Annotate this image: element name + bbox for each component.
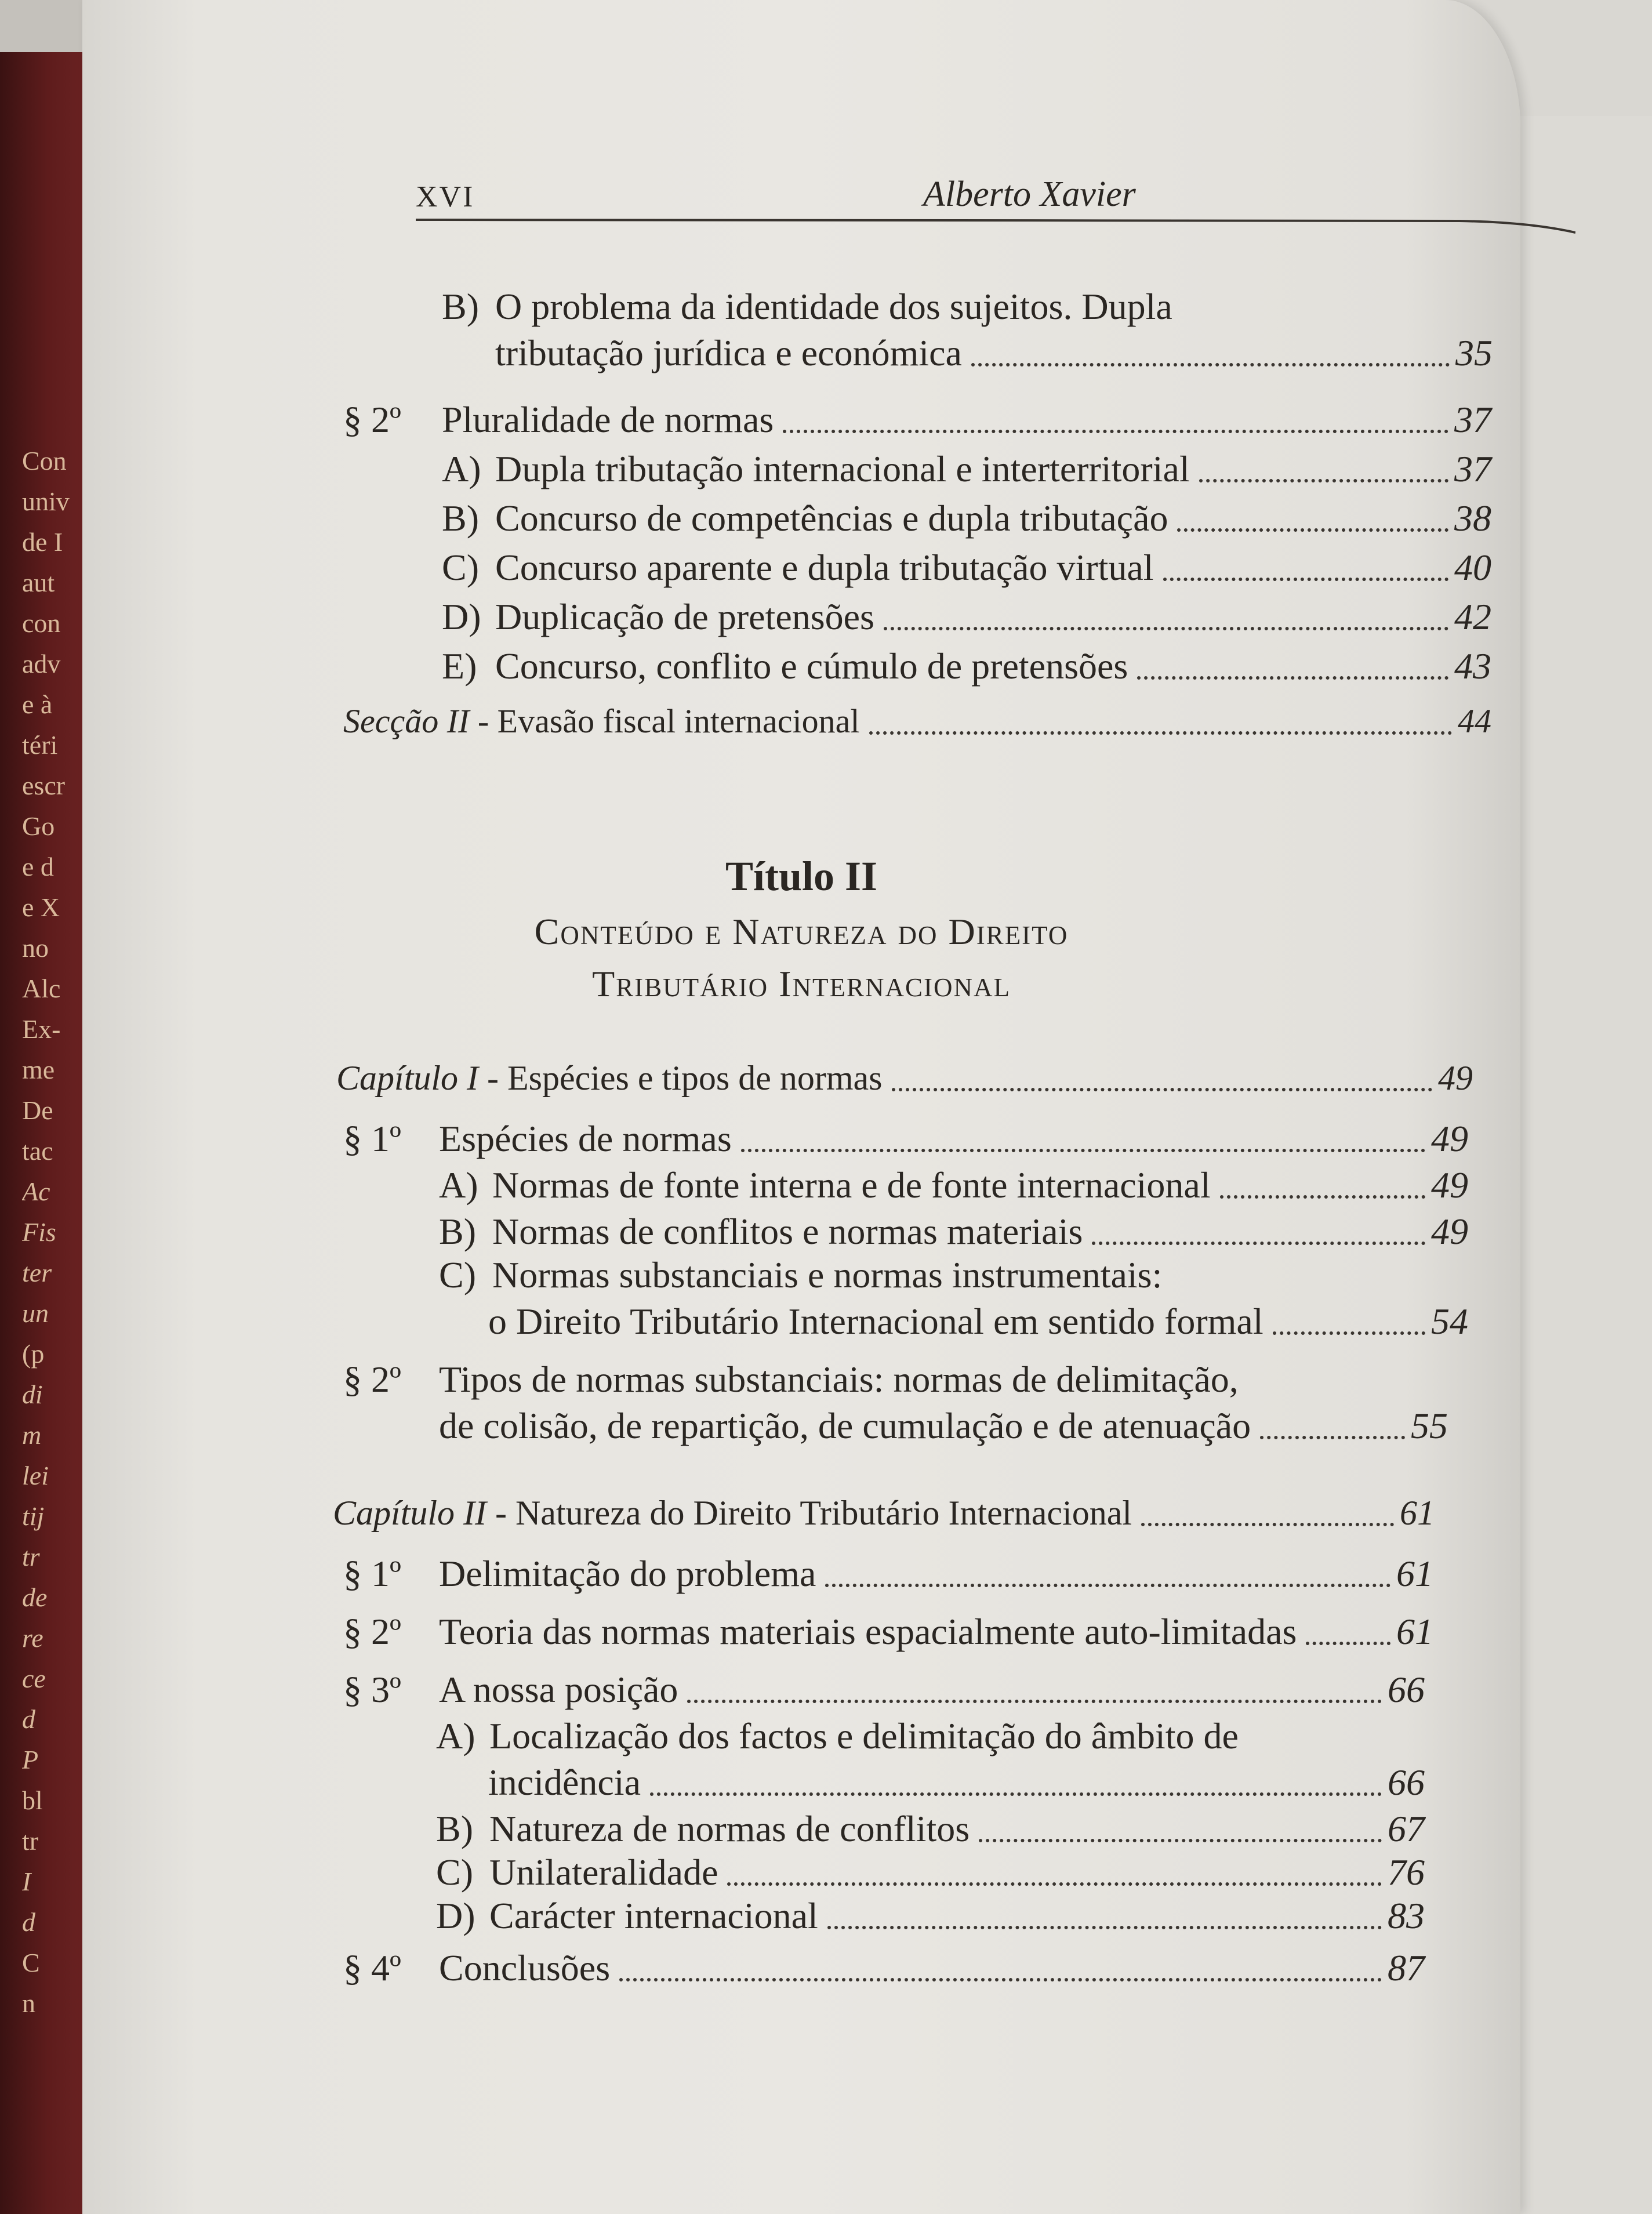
entry-text: Dupla tributação internacional e interterritorial: [495, 448, 1190, 489]
toc-entry: [343, 1551, 1433, 1596]
cover-text-line: téri: [22, 730, 58, 760]
cover-edge-text: [22, 441, 86, 2024]
entry-text: Localização dos factos e delimitação do âmbito de: [489, 1715, 1239, 1756]
toc-entry: [442, 545, 1491, 590]
chapter-entry: [333, 1490, 1435, 1536]
cover-text-line: bl: [22, 1785, 43, 1815]
cover-text-line: lei: [22, 1461, 49, 1490]
page-ref: 40: [1454, 547, 1491, 588]
cover-text-line: Ex-: [22, 1014, 61, 1044]
entry-text: O problema da identidade dos sujeitos. Dupla: [495, 286, 1172, 327]
title-heading: Título II: [725, 853, 878, 899]
entry-text: incidência: [488, 1762, 641, 1803]
section-mark: § 3º: [343, 1669, 401, 1710]
toc-entry: [439, 1209, 1468, 1254]
section-mark: § 4º: [343, 1947, 401, 1988]
page-ref: 42: [1454, 596, 1491, 637]
cover-text-line: tr: [22, 1542, 40, 1571]
toc-entry: [439, 1403, 1448, 1449]
leader-dots: [727, 1882, 1382, 1886]
entry-text: o Direito Tributário Internacional em sentido formal: [488, 1301, 1263, 1342]
toc-entry: [436, 1893, 1425, 1939]
leader-dots: [650, 1792, 1382, 1796]
toc-entry: [343, 1116, 1468, 1162]
cover-text-line: de I: [22, 527, 63, 557]
toc-entry: [436, 1806, 1425, 1852]
cover-text-line: ter: [22, 1258, 52, 1287]
background-surface: [0, 0, 87, 52]
leader-dots: [1199, 479, 1448, 482]
entry-text: Teoria das normas materiais espacialmente auto-limitadas: [439, 1611, 1297, 1652]
cover-text-line: con: [22, 608, 61, 638]
entry-text: Duplicação de pretensões: [495, 596, 874, 637]
leader-dots: [1163, 578, 1448, 581]
entry-label: D): [442, 596, 481, 637]
cover-text-line: tr: [22, 1826, 39, 1856]
cover-text-line: P: [22, 1745, 39, 1774]
page-ref: 49: [1431, 1164, 1468, 1206]
cover-text-line: e d: [22, 852, 54, 881]
toc-entry: [343, 397, 1491, 442]
page-number: XVI: [416, 180, 475, 213]
entry-text: de colisão, de repartição, de cumulação e de atenuação: [439, 1405, 1251, 1446]
cover-text-line: no: [22, 933, 49, 963]
entry-text: Pluralidade de normas: [442, 399, 774, 440]
page-ref: 44: [1458, 702, 1491, 740]
leader-dots: [971, 363, 1450, 366]
entry-text: A nossa posição: [439, 1669, 678, 1710]
entry-label: A): [439, 1164, 478, 1206]
cover-text-line: un: [22, 1298, 49, 1328]
page-ref: 37: [1454, 448, 1491, 489]
leader-dots: [1306, 1642, 1390, 1645]
leader-dots: [892, 1088, 1433, 1091]
page-ref: 43: [1454, 645, 1491, 687]
section-name: Secção II: [343, 702, 470, 740]
entry-label: A): [436, 1715, 475, 1756]
leader-dots: [1273, 1331, 1425, 1335]
cover-text-line: di: [22, 1380, 43, 1409]
cover-text-line: d: [22, 1907, 35, 1937]
title-line: Conteúdo e Natureza do Direito: [534, 911, 1069, 952]
cover-text-line: I: [22, 1867, 31, 1896]
cover-text-line: univ: [22, 487, 70, 516]
page-ref: 83: [1388, 1895, 1425, 1936]
section-mark: § 2º: [343, 1611, 401, 1652]
entry-text: Carácter internacional: [489, 1895, 818, 1936]
toc-entry: [442, 644, 1491, 689]
cover-text-line: (p: [22, 1339, 45, 1369]
leader-dots: [869, 731, 1452, 735]
leader-dots: [783, 430, 1448, 433]
entry-label: E): [442, 645, 477, 687]
toc-entry: [343, 1667, 1425, 1712]
section-mark: § 2º: [343, 1359, 401, 1400]
cover-text-line: de: [22, 1583, 48, 1612]
page-ref: 87: [1388, 1947, 1425, 1988]
entry-text: Concurso de competências e dupla tributação: [495, 498, 1168, 539]
cover-text-line: Alc: [22, 974, 61, 1003]
cover-text-line: aut: [22, 568, 55, 597]
cover-text-line: escr: [22, 771, 66, 800]
cover-text-line: Go: [22, 811, 55, 841]
toc-entry: [442, 447, 1491, 492]
page-ref: 49: [1438, 1059, 1473, 1097]
leader-dots: [1141, 1523, 1394, 1526]
leader-dots: [827, 1926, 1382, 1929]
page-ref: 54: [1431, 1301, 1468, 1342]
book-page: [82, 0, 1520, 2214]
entry-text: - Natureza do Direito Tributário Internacional: [495, 1494, 1132, 1532]
cover-text-line: d: [22, 1704, 35, 1734]
entry-text: Normas de conflitos e normas materiais: [492, 1211, 1083, 1252]
page-ref: 35: [1455, 332, 1493, 373]
page-ref: 37: [1454, 399, 1491, 440]
cover-text-line: n: [22, 1988, 35, 2018]
page-ref: 49: [1431, 1211, 1468, 1252]
entry-label: C): [442, 547, 479, 588]
entry-label: A): [442, 448, 481, 489]
cover-text-line: ce: [22, 1664, 46, 1693]
entry-text: Concurso aparente e dupla tributação virtual: [495, 547, 1154, 588]
cover-text-line: adv: [22, 649, 61, 678]
leader-dots: [1137, 676, 1448, 680]
running-head-author: Alberto Xavier: [923, 175, 1136, 214]
toc-entry: [442, 284, 1428, 329]
entry-label: C): [439, 1254, 476, 1295]
title-line: Tributário Internacional: [592, 963, 1011, 1004]
section-mark: § 1º: [343, 1118, 401, 1159]
leader-dots: [741, 1149, 1425, 1152]
back-page: [1519, 116, 1652, 2214]
entry-text: Conclusões: [439, 1947, 611, 1988]
leader-dots: [687, 1700, 1382, 1703]
cover-text-line: Con: [22, 446, 67, 476]
toc-entry: [343, 1946, 1425, 1991]
leader-dots: [1260, 1436, 1405, 1439]
cover-text-line: De: [22, 1095, 53, 1125]
toc-entry: [343, 699, 1491, 744]
section-mark: § 2º: [343, 399, 401, 440]
toc-entry: [436, 1714, 1422, 1759]
cover-text-line: me: [22, 1055, 55, 1084]
leader-dots: [1092, 1242, 1425, 1245]
entry-text: Delimitação do problema: [439, 1553, 816, 1594]
toc-entry: [488, 1299, 1468, 1344]
toc-entry: [442, 594, 1491, 640]
page-ref: 49: [1431, 1118, 1468, 1159]
entry-text: Concurso, conflito e cúmulo de pretensões: [495, 645, 1128, 687]
toc-entry: [495, 331, 1493, 376]
page-ref: 76: [1388, 1852, 1425, 1893]
toc-entry: [442, 496, 1491, 541]
cover-text-line: tij: [22, 1501, 45, 1531]
entry-label: D): [436, 1895, 475, 1936]
entry-label: B): [442, 498, 479, 539]
entry-text: - Espécies e tipos de normas: [487, 1059, 883, 1097]
entry-text: Tipos de normas substanciais: normas de delimitação,: [439, 1359, 1239, 1400]
page-ref: 61: [1400, 1494, 1435, 1532]
entry-label: C): [436, 1852, 473, 1893]
entry-text: Unilateralidade: [489, 1852, 718, 1893]
toc-entry: [439, 1253, 1425, 1298]
leader-dots: [1220, 1195, 1425, 1199]
leader-dots: [1177, 528, 1448, 532]
page-ref: 55: [1411, 1405, 1448, 1446]
entry-text: Normas substanciais e normas instrumentais:: [492, 1254, 1163, 1295]
cover-text-line: m: [22, 1420, 42, 1450]
entry-text: Espécies de normas: [439, 1118, 732, 1159]
chapter-name: Capítulo II: [333, 1494, 486, 1532]
page-ref: 61: [1396, 1553, 1433, 1594]
cover-text-line: tac: [22, 1136, 53, 1166]
cover-text-line: re: [22, 1623, 43, 1653]
page-ref: 67: [1388, 1808, 1425, 1849]
entry-label: B): [436, 1808, 473, 1849]
toc-entry: [439, 1163, 1468, 1208]
leader-dots: [884, 627, 1448, 630]
page-ref: 66: [1388, 1762, 1425, 1803]
leader-dots: [979, 1839, 1382, 1842]
entry-label: B): [439, 1211, 476, 1252]
page-ref: 66: [1388, 1669, 1425, 1710]
leader-dots: [825, 1584, 1390, 1587]
cover-text-line: Ac: [22, 1177, 50, 1206]
section-mark: § 1º: [343, 1553, 401, 1594]
header-rule: [416, 217, 1575, 234]
entry-label: B): [442, 286, 479, 327]
cover-text-line: e X: [22, 892, 60, 922]
cover-text-line: C: [22, 1948, 40, 1977]
page-ref: 38: [1454, 498, 1491, 539]
page-ref: 61: [1396, 1611, 1433, 1652]
leader-dots: [619, 1978, 1382, 1981]
toc-entry: [488, 1760, 1425, 1805]
entry-text: Normas de fonte interna e de fonte internacional: [492, 1164, 1211, 1206]
entry-text: Natureza de normas de conflitos: [489, 1808, 970, 1849]
entry-text: tributação jurídica e económica: [495, 332, 962, 373]
cover-text-line: e à: [22, 689, 53, 719]
toc-entry: [436, 1850, 1425, 1895]
chapter-entry: [336, 1055, 1473, 1101]
toc-entry: [343, 1609, 1433, 1654]
chapter-name: Capítulo I: [336, 1059, 479, 1097]
toc-entry: [343, 1357, 1445, 1402]
cover-text-line: Fis: [22, 1217, 56, 1247]
entry-text: - Evasão fiscal internacional: [477, 702, 860, 740]
